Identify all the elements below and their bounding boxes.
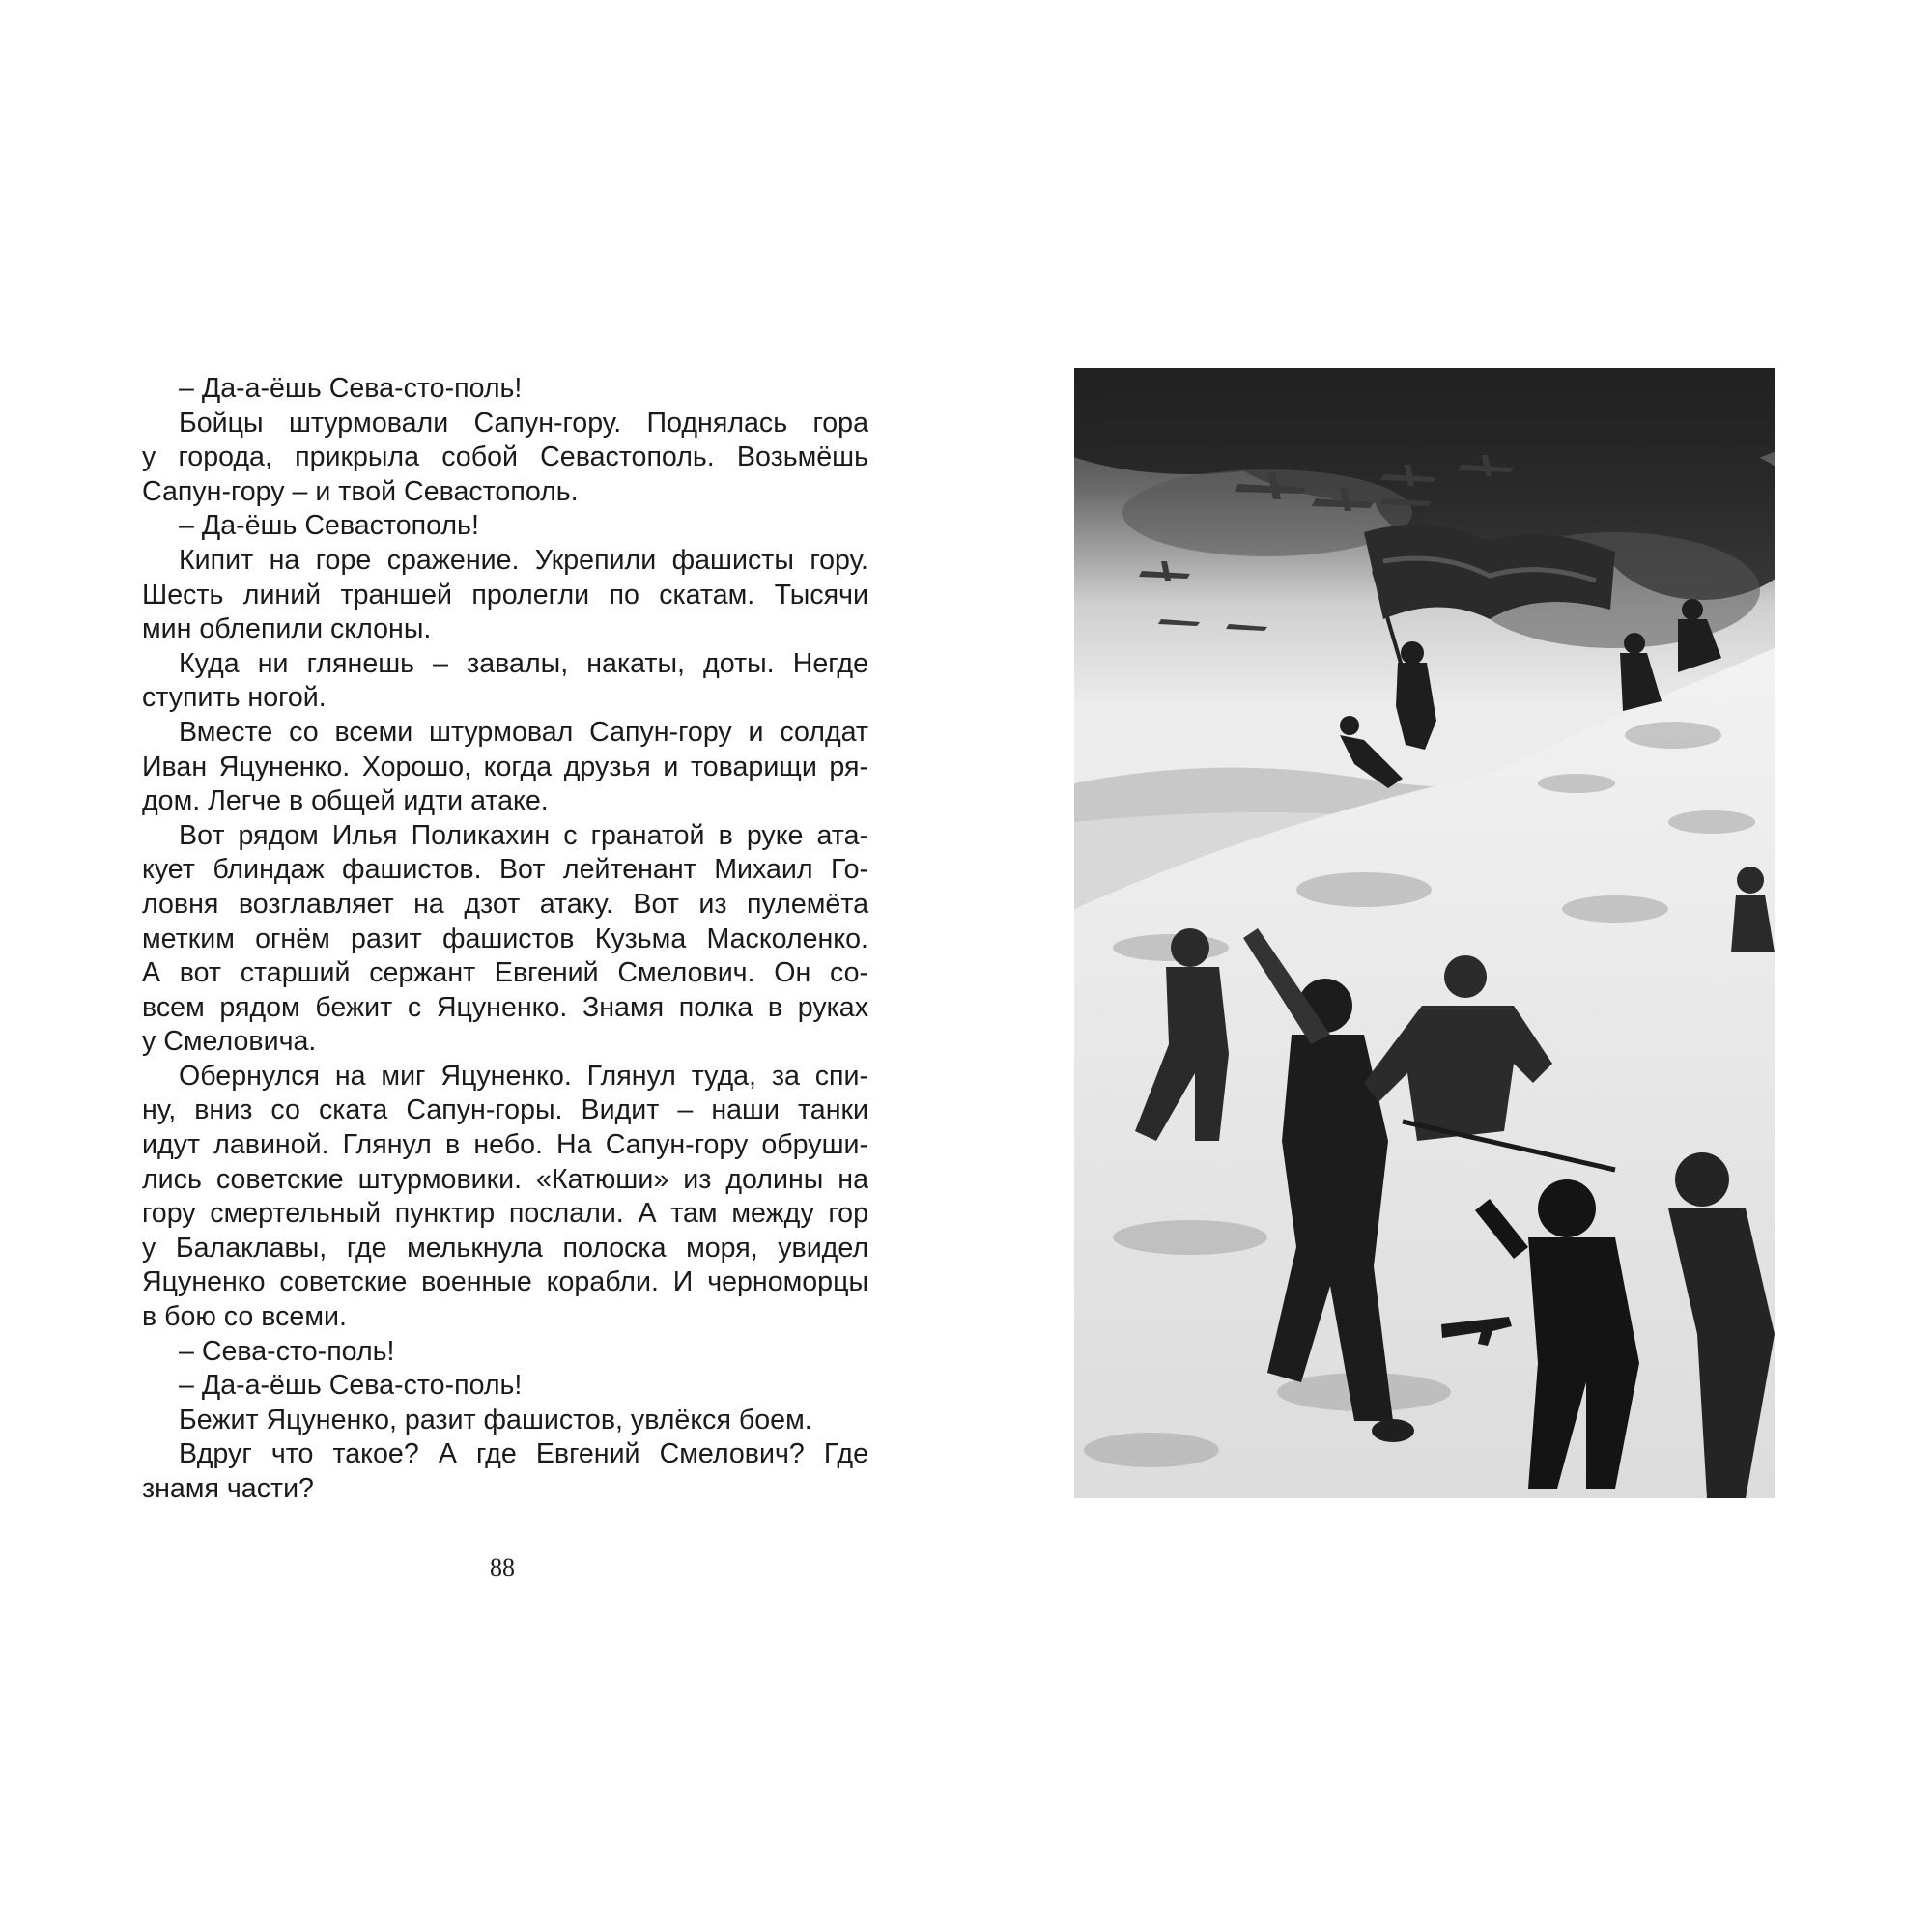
text-line: у Смеловича.: [142, 1026, 317, 1058]
text-line: ловня возглавляет на дзот атаку. Вот из пулемёта: [142, 888, 868, 920]
text-line: в бою со всеми.: [142, 1301, 347, 1333]
battle-illustration-drawing: [1074, 368, 1775, 1498]
text-line: А вот старший сержант Евгений Смелович. Он со-: [142, 957, 868, 989]
text-line: ну, вниз со ската Сапун-горы. Видит – наши танки: [142, 1094, 868, 1126]
text-line: Вместе со всеми штурмовал Сапун-гору и солдат: [179, 716, 868, 748]
text-line: Вот рядом Илья Поликахин с гранатой в руке ата-: [179, 819, 868, 851]
text-line: всем рядом бежит с Яцуненко. Знамя полка в руках: [142, 991, 868, 1023]
text-line: Вдруг что такое? А где Евгений Смелович? Где: [179, 1438, 868, 1470]
text-line: – Да-ёшь Севастополь!: [179, 510, 479, 542]
text-line: Куда ни глянешь – завалы, накаты, доты. Негде: [179, 647, 868, 679]
text-line: Иван Яцуненко. Хорошо, когда друзья и товарищи ря-: [142, 751, 868, 782]
text-column: [142, 372, 868, 1507]
text-line: – Да-а-ёшь Сева-сто-поль!: [179, 373, 523, 404]
text-line: – Сева-сто-поль!: [179, 1335, 395, 1367]
text-line: Шесть линий траншей пролегли по скатам. Тысячи: [142, 579, 868, 611]
text-line: у города, прикрыла собой Севастополь. Возьмёшь: [142, 441, 868, 473]
text-line: гору смертельный пунктир послали. А там между гор: [142, 1198, 868, 1230]
text-line: Сапун-гору – и твой Севастополь.: [142, 475, 579, 507]
text-line: Обернулся на миг Яцуненко. Глянул туда, за спи-: [179, 1060, 868, 1092]
battle-illustration: [1074, 368, 1775, 1498]
text-line: кует блиндаж фашистов. Вот лейтенант Михаил Го-: [142, 854, 868, 886]
page-number: 88: [490, 1553, 515, 1581]
text-line: у Балаклавы, где мелькнула полоска моря, увидел: [142, 1232, 868, 1264]
text-line: Бойцы штурмовали Сапун-гору. Поднялась гора: [179, 407, 868, 439]
text-line: Яцуненко советские военные корабли. И черноморцы: [142, 1266, 868, 1298]
text-line: идут лавиной. Глянул в небо. На Сапун-гору обруши-: [142, 1129, 868, 1161]
text-line: лись советские штурмовики. «Катюши» из долины на: [142, 1163, 868, 1195]
text-line: знамя части?: [142, 1473, 314, 1504]
text-line: Кипит на горе сражение. Укрепили фашисты гору.: [179, 544, 868, 576]
text-line: – Да-а-ёшь Сева-сто-поль!: [179, 1370, 523, 1402]
text-line: дом. Легче в общей идти атаке.: [142, 785, 549, 817]
text-line: Бежит Яцуненко, разит фашистов, увлёкся боем.: [179, 1404, 812, 1435]
text-line: метким огнём разит фашистов Кузьма Масколенко.: [142, 923, 868, 954]
text-line: ступить ногой.: [142, 682, 327, 714]
text-line: мин облепили склоны.: [142, 613, 432, 645]
